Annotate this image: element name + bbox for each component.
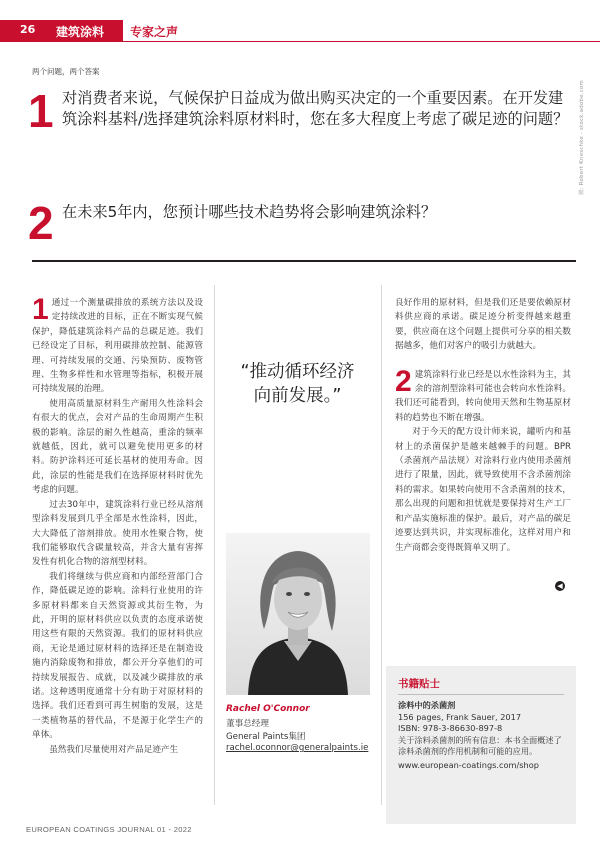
- book-shop-link[interactable]: www.european-coatings.com/shop: [398, 759, 539, 770]
- question-2-number: 2: [28, 197, 54, 249]
- page-number: 26: [20, 23, 36, 36]
- book-description: 关于涂料杀菌剂的所有信息：本书全面概述了涂料杀菌剂的作用机制和可能的应用。: [398, 734, 562, 756]
- answer-1-continuation: 良好作用的原材料，但是我们还是要依赖原材料供应商的承诺。碳足迹分析变得越来越重要，供应商在这个问题上提供可分享的相关数据越多，他们对客户的吸引力就越大。: [395, 298, 571, 352]
- answer-1-paragraph: 1 通过一个测量碳排放的系统方法以及设定持续改进的目标，正在不断实现气候保护，降低建筑涂料产品的总碳足迹。我们已经设定了目标，利用碳排放控制、能源管理、可持续发展的交通、污染预防、废物管理、生物多样性和水管理等指标，积极开展可持续发展的治理。: [32, 293, 203, 395]
- book-isbn: ISBN: 978-3-86630-897-8: [398, 723, 503, 733]
- book-name: 涂料中的杀菌剂: [398, 700, 456, 710]
- column-divider-right: [381, 285, 382, 805]
- answer-1-paragraph: 我们将继续与供应商和内部经营部门合作，降低碳足迹的影响。涂料行业使用的许多原材料都来自天然资源或其衍生物，为此，开明的原材料供应以负责的态度承诺使用这些有限的天然资源。我们的原材料供应商，无论是通过原材料的选择还是在制造设施内消除废物和排放，都公开分享他们的可持续发展报告、成就，以及减少碳排放的承诺。这种透明度通常十分有助于对原材料的选择。我们还看到可再生树脂的发展，这是一类植物基的替代品，不是源于化学生产的单体。: [32, 571, 203, 741]
- end-of-article-icon: ◀: [555, 581, 565, 591]
- pull-quote: “推动循环经济向前发展。”: [240, 362, 355, 406]
- header-rule: [123, 41, 600, 42]
- column-divider-left: [214, 285, 215, 805]
- answer-1-drop-cap: 1: [32, 293, 49, 326]
- answer-1-paragraph: 过去30年中，建筑涂料行业已经从溶剂型涂料发展到几乎全部是水性涂料，因此，大大降低了溶剂排放。使用水性聚合物，使我们能够取代含碳量较高，并含大量有害挥发性有机化合物的溶剂型材料。: [32, 499, 203, 568]
- question-2-text: 在未来5年内，您预计哪些技术趋势将会影响建筑涂料？: [62, 203, 437, 221]
- portrait-image: [226, 533, 370, 695]
- book-tip-body: [398, 700, 568, 771]
- answer-1-paragraph: 使用高质量原材料生产耐用久性涂料会有很大的优点，会对产品的生命周期产生积极的影响。涂层的耐久性越高，重涂的频率就越低，因此，就可以避免使用更多的材料。防护涂料还可延长基材的使用寿命。因此，涂层的性能是我们在选择原材料时优先考虑的问题。: [32, 398, 203, 496]
- answer-2-paragraph: 2 建筑涂料行业已经是以水性涂料为主，其余的溶剂型涂料可能也会转向水性涂料。我们还可能看到，转向使用天然和生物基原材料的趋势也不断在增强。: [395, 364, 571, 423]
- question-1-text: 对消费者来说，气候保护日益成为做出购买决定的一个重要因素。在开发建筑涂料基料/选择建筑涂料原材料时，您在多大程度上考虑了碳足迹的问题？: [62, 89, 569, 128]
- answer-1-paragraph: 虽然我们尽量使用对产品足迹产生: [49, 744, 179, 755]
- answer-2-column: [395, 296, 571, 555]
- section-label: 专家之声: [130, 25, 179, 39]
- answer-2-drop-cap: 2: [395, 364, 412, 398]
- book-tip-rule: [398, 694, 564, 695]
- answer-1-column: [32, 293, 203, 757]
- person-role: 董事总经理: [226, 719, 269, 729]
- person-name: Rachel O'Connor: [226, 704, 310, 714]
- book-tip-box: [386, 666, 576, 824]
- answer-2-paragraph: 对于今天的配方设计师来说，罐听内和基材上的杀菌保护是越来越棘手的问题。BPR（杀菌剂产品法规）对涂料行业内使用杀菌剂进行了限量，因此，就导致使用不含杀菌剂涂料的需求。如果转向使用不含杀菌剂的技术，那么出现的问题和担忧就是要保持对生产工厂和产品实施标准的保护。最后，对产品的碳足迹要达到共识，并实现标准化，这样对用户和生产商都会变得既简单又明了。: [395, 427, 571, 553]
- question-1-number: 1: [28, 85, 54, 137]
- page-footer: EUROPEAN COATINGS JOURNAL 01 - 2022: [26, 825, 192, 834]
- magazine-section-title: 建筑涂料: [56, 25, 105, 39]
- book-details: 156 pages, Frank Sauer, 2017: [398, 711, 522, 722]
- section-divider: [32, 260, 576, 262]
- photo-credit: 图: Robert Kneschke - stock.adobe.com: [579, 80, 585, 195]
- portrait-photo: [226, 533, 370, 695]
- page-header: [0, 20, 600, 42]
- book-tip-title: 书籍贴士: [398, 678, 440, 690]
- person-company: General Paints集团: [226, 732, 306, 742]
- kicker: 两个问题，两个答案: [32, 67, 100, 76]
- person-email-link[interactable]: rachel.oconnor@generalpaints.ie: [226, 743, 369, 753]
